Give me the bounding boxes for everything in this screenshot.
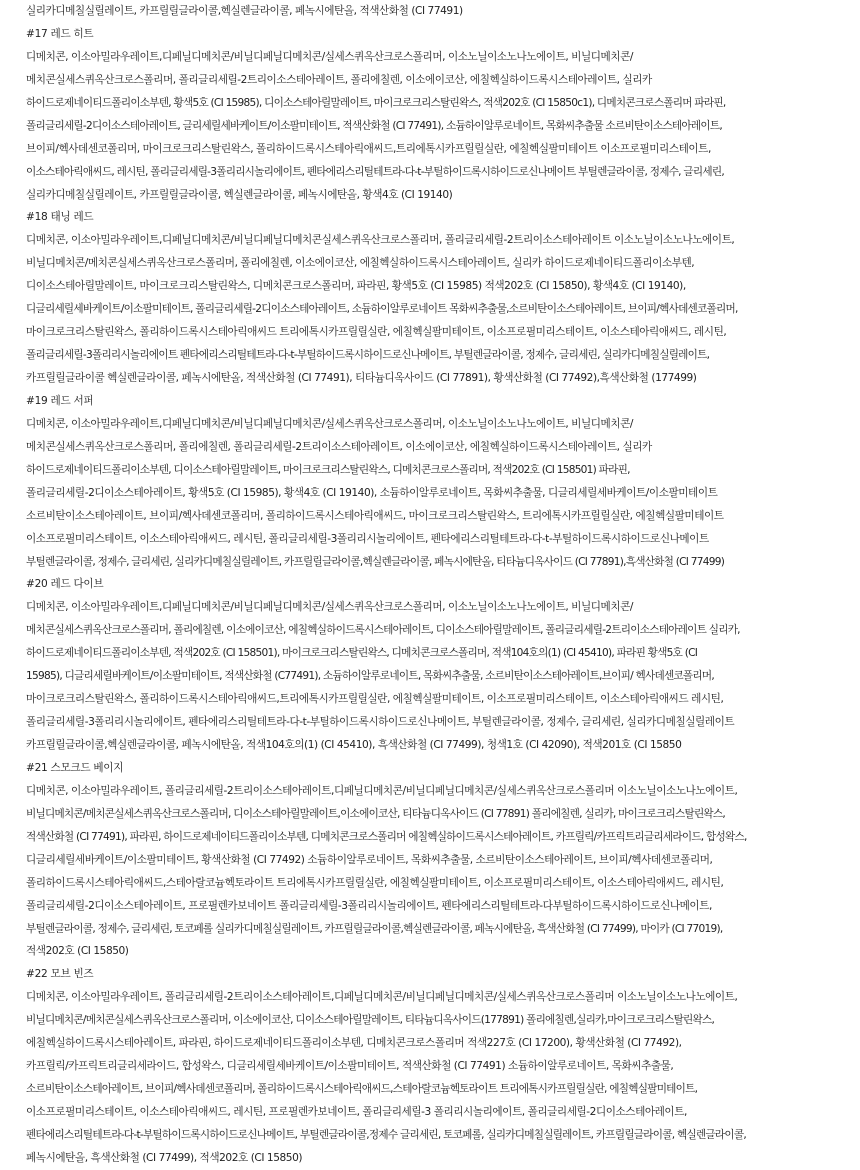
ingredient-line: 부틸렌글라이콜, 정제수, 글리세린, 토코페롤 실리카디메칠실릴레이트, 카프릴릴글라이콜,헥실렌글라이콜, 페녹시에탄올, 흑색산화철 (CI 77499), 마이카 (CI 77019), (26, 922, 723, 935)
ingredient-line: 디메치콘, 이소아밀라우레이트,디페닐디메치콘/비닐디페닐디메치콘/실세스퀴옥산크로스폴리머, 이소노닐이소노나노에이트, 비닐디메치콘/ (26, 601, 634, 614)
ingredient-line: 카프릴릴글라이콜,헥실렌글라이콜, 페녹시에탄올, 적색104호의(1) (CI 45410), 흑색산화철 (CI 77499), 청색1호 (CI 42090), 적색201호 (CI 15850 (26, 739, 682, 751)
ingredient-line: 비닐디메치콘/메치콘실세스퀴옥산크로스폴리머, 폴리에칠렌, 이소에이코산, 에칠헥실하이드록시스테아레이트, 실리카 하이드로제네이티드폴리이소부텐, (26, 257, 695, 270)
ingredient-line: 디메치콘, 이소아밀라우레이트,디페닐디메치콘/비닐디페닐디메치콘실세스퀴옥산크로스폴리머, 폴리글리세릴-2트리이소스테아레이트 이소노닐이소노나노에이트, (26, 234, 735, 247)
ingredient-line: 적색202호 (CI 15850) (26, 945, 129, 958)
section-title: #17 레드 히트 (26, 27, 94, 40)
ingredient-line: 폴리글리세릴-3폴리리시놀리에이트, 펜타에리스리틸테트라-다-t-부틸하이드록시하이드로신나메이트, 부틸렌글라이콜, 정제수, 글리세린, 실리카디메칠실릴레이트 (26, 716, 735, 729)
ingredient-line: 마이크로크리스탈린왁스, 폴리하이드록시스테아릭애씨드,트리에톡시카프릴릴실란, 에칠헥실팔미테이트, 이소프로필미리스테이트, 이소스테아릭애씨드 레시틴, (26, 693, 724, 706)
ingredient-line: 폴리글리세릴-2디이소스테아레이트, 프로필렌카보네이트 폴리글리세릴-3폴리리시놀리에이트, 펜타에리스리틸테트라-다부틸하이드록시하이드로신나메이트, (26, 899, 712, 912)
ingredient-line: 이소프로필미리스테이트, 이소스테아릭애씨드, 레시틴, 폴리글리세릴-3폴리리시놀리에이트, 펜타에리스리틸테트라-다-t-부틸하이드록시하이드로신나메이트 (26, 532, 709, 545)
ingredient-line: 폴리글리세릴-2디이소스테아레이트, 황색5호 (CI 15985), 황색4호 (CI 19140), 소듐하이알루로네이트, 목화씨추출물, 디글리세릴세바케이트/이소팔미테이트 (26, 486, 718, 499)
top-continuation-line: 실리카디메칠실릴레이트, 카프릴릴글라이콜,헥실렌글라이콜, 페녹시에탄올, 적색산화철 (CI 77491) (26, 5, 463, 17)
section-20 (26, 573, 856, 757)
section-title: #21 스모크드 베이지 (26, 761, 124, 774)
ingredient-line: 소르비탄이소스테아레이트, 브이피/헥사데센코폴리머, 폴리하이드록시스테아릭애씨드, 마이크로크리스탈린왁스, 트리에톡시카프릴릴실란, 에칠헥실팔미테이트 (26, 509, 724, 522)
ingredient-line: 펜타에리스리틸테트라-다-t-부틸하이드록시하이드로신나메이트, 부틸렌글라이콜,정제수 글리세린, 토코페롤, 실리카디메칠실릴레이트, 카프릴릴글라이콜, 헥실렌글라이콜, (26, 1128, 746, 1141)
ingredient-line: 하이드로제네이티드폴리이소부텐, 디이소스테아릴말레이트, 마이크로크리스탈린왁스, 디메치콘크로스폴리머, 적색202호 (CI 158501) 파라핀, (26, 463, 630, 476)
ingredient-line: 디이소스테아릴말레이트, 마이크로크리스탈린왁스, 디메치콘크로스폴리머, 파라핀, 황색5호 (CI 15985) 적색202호 (CI 15850), 황색4호 (CI 19140), (26, 280, 686, 293)
section-22 (26, 963, 856, 1169)
ingredient-line: 하이드로제네이티드폴리이소부텐, 적색202호 (CI 158501), 마이크로크리스탈린왁스, 디메치콘크로스폴리머, 적색104호의(1) (CI 45410), 파라핀 황색5호 (CI (26, 647, 698, 660)
ingredient-line: 적색산화철 (CI 77491), 파라핀, 하이드로제네이티드폴리이소부텐, 디메치콘크로스폴리머 에칠헥실하이드록시스테아레이트, 카프릴릭/카프릭트리글리세라이드, 합성왁스, (26, 830, 747, 843)
ingredient-line: 15985), 디글리세릴바케이트/이소팔미테이트, 적색산화철 (C77491), 소듐하이알루로네이트, 목화씨추출물, 소르비탄이소스테아레이트,브이피/ 헥사데센코폴리머, (26, 670, 714, 683)
ingredient-line: 소르비탄이소스테아레이트, 브이피/헥사데센코폴리머, 폴리하이드록시스테아릭애씨드,스테아랄코늄헥토라이트 트리에톡시카프릴릴실란, 에칠헥실팔미테이트, (26, 1083, 698, 1096)
section-title: #20 레드 다이브 (26, 578, 104, 591)
ingredient-line: 폴리글리세릴-3폴리리시놀리에이트 펜타에리스리틸테트라-다-t-부틸하이드록시하이드로신나메이트, 부틸렌글라이콜, 정제수, 글리세린, 실리카디메칠실릴레이트, (26, 349, 710, 362)
section-17 (26, 23, 856, 207)
section-title: #22 모브 빈즈 (26, 968, 94, 981)
ingredient-line: 이소스테아릭애씨드, 레시틴, 폴리글리세릴-3폴리리시놀리에이트, 펜타에리스리틸테트라-다-t-부틸하이드록시하이드로신나메이트 부틸렌글라이콜, 정제수, 글리세린, (26, 165, 724, 178)
section-19 (26, 390, 856, 574)
ingredient-line: 카프릴릴글라이콜 헥실렌글라이콜, 페녹시에탄올, 적색산화철 (CI 77491), 티타늄디옥사이드 (CI 77891), 황색산화철 (CI 77492),흑색산화철 (177499) (26, 372, 697, 384)
ingredient-line: 페녹시에탄올, 흑색산화철 (CI 77499), 적색202호 (CI 15850) (26, 1151, 303, 1164)
ingredient-line: 폴리글리세릴-2디이소스테아레이트, 글리세릴세바케이트/이소팔미테이트, 적색산화철 (CI 77491), 소듐하이알루로네이트, 목화씨추출물 소르비탄이소스테아레이트, (26, 119, 722, 132)
ingredient-line: 비닐디메치콘/메치콘실세스퀴옥산크로스폴리머, 디이소스테아릴말레이트,이소에이코산, 티타늄디옥사이드 (CI 77891) 폴리에칠렌, 실리카, 마이크로크리스탈린왁스, (26, 807, 726, 820)
ingredient-line: 메치콘실세스퀴옥산크로스폴리머, 폴리에칠렌, 이소에이코산, 에칠헥실하이드록시스테아레이트, 디이소스테아릴말레이트, 폴리글리세릴-2트리이소스테아레이트 실리카, (26, 624, 740, 637)
ingredient-line: 에칠헥실하이드록시스테아레이트, 파라핀, 하이드로제네이티드폴리이소부텐, 디메치콘크로스폴리머 적색227호 (CI 17200), 황색산화철 (CI 77492), (26, 1037, 682, 1050)
ingredient-line: 이소프로필미리스테이트, 이소스테아릭애씨드, 레시틴, 프로필렌카보네이트, 폴리글리세릴-3 폴리리시놀리에이트, 폴리글리세릴-2디이소스테아레이트, (26, 1106, 687, 1118)
ingredient-line: 디글리세릴세바케이트/이소팔미테이트, 황색산화철 (CI 77492) 소듐하이알루로네이트, 목화씨추출물, 소르비탄이소스테아레이트, 브이피/헥사데센코폴리머, (26, 853, 713, 866)
ingredient-line: 폴리하이드록시스테아릭애씨드,스테아랄코늄헥토라이트 트리에톡시카프릴릴실란, 에칠헥실팔미테이트, 이소프로필미리스테이트, 이소스테아릭애씨드, 레시틴, (26, 876, 724, 889)
ingredient-line: 하이드로제네이티드폴리이소부텐, 황색5호 (CI 15985), 디이소스테아릴말레이트, 마이크로크리스탈린왁스, 적색202호 (CI 15850c1), 디메치콘크로스폴리머 파라핀, (26, 96, 726, 109)
ingredient-line: 디메치콘, 이소아밀라우레이트, 폴리글리세릴-2트리이소스테아레이트,디페닐디메치콘/비닐디페닐디메치콘/실세스퀴옥산크로스폴리머 이소노닐이소노나노에이트, (26, 784, 738, 797)
ingredient-line: 디메치콘, 이소아밀라우레이트, 폴리글리세릴-2트리이소스테아레이트,디페닐디메치콘/비닐디페닐디메치콘/실세스퀴옥산크로스폴리머 이소노닐이소노나노에이트, (26, 991, 738, 1004)
ingredient-line: 디글리세릴세바케이트/이소팔미테이트, 폴리글리세릴-2디이소스테아레이트, 소듐하이알루로네이트 목화씨추출물,소르비탄이소스테아레이트, 브이피/헥사데센코폴리머, (26, 303, 738, 316)
ingredient-line: 디메치콘, 이소아밀라우레이트,디페닐디메치콘/비닐디페닐디메치콘/실세스퀴옥산크로스폴리머, 이소노닐이소노나노에이트, 비닐디메치콘/ (26, 417, 634, 430)
ingredient-line: 메치콘실세스퀴옥산크로스폴리머, 폴리에칠렌, 폴리글리세릴-2트리이소스테아레이트, 이소에이코산, 에칠헥실하이드록시스테아레이트, 실리카 (26, 440, 652, 453)
ingredient-line: 브이피/헥사데센코폴리머, 마이크로크리스탈린왁스, 폴리하이드록시스테아릭애씨드,트리에톡시카프릴릴실란, 에칠헥실팔미테이트 이소프로필미리스테이트, (26, 142, 711, 155)
ingredient-line: 마이크로크리스탈린왁스, 폴리하이드록시스테아릭애씨드 트리에톡시카프릴릴실란, 에칠헥실팔미테이트, 이소프로필미리스테이트, 이소스테아릭애씨드, 레시틴, (26, 326, 727, 339)
ingredient-line: 카프릴릭/카프릭트리글리세라이드, 합성왁스, 디글리세릴세바케이트/이소팔미테이트, 적색산화철 (CI 77491) 소듐하이알루로네이트, 목화씨추출물, (26, 1060, 674, 1073)
ingredient-line: 디메치콘, 이소아밀라우레이트,디페닐디메치콘/비닐디페닐디메치콘/실세스퀴옥산크로스폴리머, 이소노닐이소노나노에이트, 비닐디메치콘/ (26, 50, 634, 63)
ingredient-line: 실리카디메칠실릴레이트, 카프릴릴글라이콜, 헥실렌글라이콜, 페녹시에탄올, 황색4호 (CI 19140) (26, 188, 453, 201)
ingredients-document (26, 0, 856, 1170)
ingredient-line: 부틸렌글라이콜, 정제수, 글리세린, 실리카디메칠실릴레이트, 카프릴릴글라이콜,헥실렌글라이콜, 페녹시에탄올, 티타늄디옥사이드 (CI 77891),흑색산화철 (CI 77499) (26, 555, 725, 568)
section-title: #19 레드 서퍼 (26, 394, 94, 407)
ingredient-line: 비닐디메치콘/메치콘실세스퀴옥산크로스폴리머, 이소에이코산, 디이소스테아릴말레이트, 티타늄디옥사이드(177891) 폴리에칠렌,실리카,마이크로크리스탈린왁스, (26, 1014, 715, 1027)
section-18 (26, 206, 856, 390)
section-21 (26, 757, 856, 963)
ingredient-line: 메치콘실세스퀴옥산크로스폴리머, 폴리글리세릴-2트리이소스테아레이트, 폴리에칠렌, 이소에이코산, 에칠헥실하이드록시스테아레이트, 실리카 (26, 73, 652, 86)
section-title: #18 태닝 레드 (26, 211, 94, 224)
